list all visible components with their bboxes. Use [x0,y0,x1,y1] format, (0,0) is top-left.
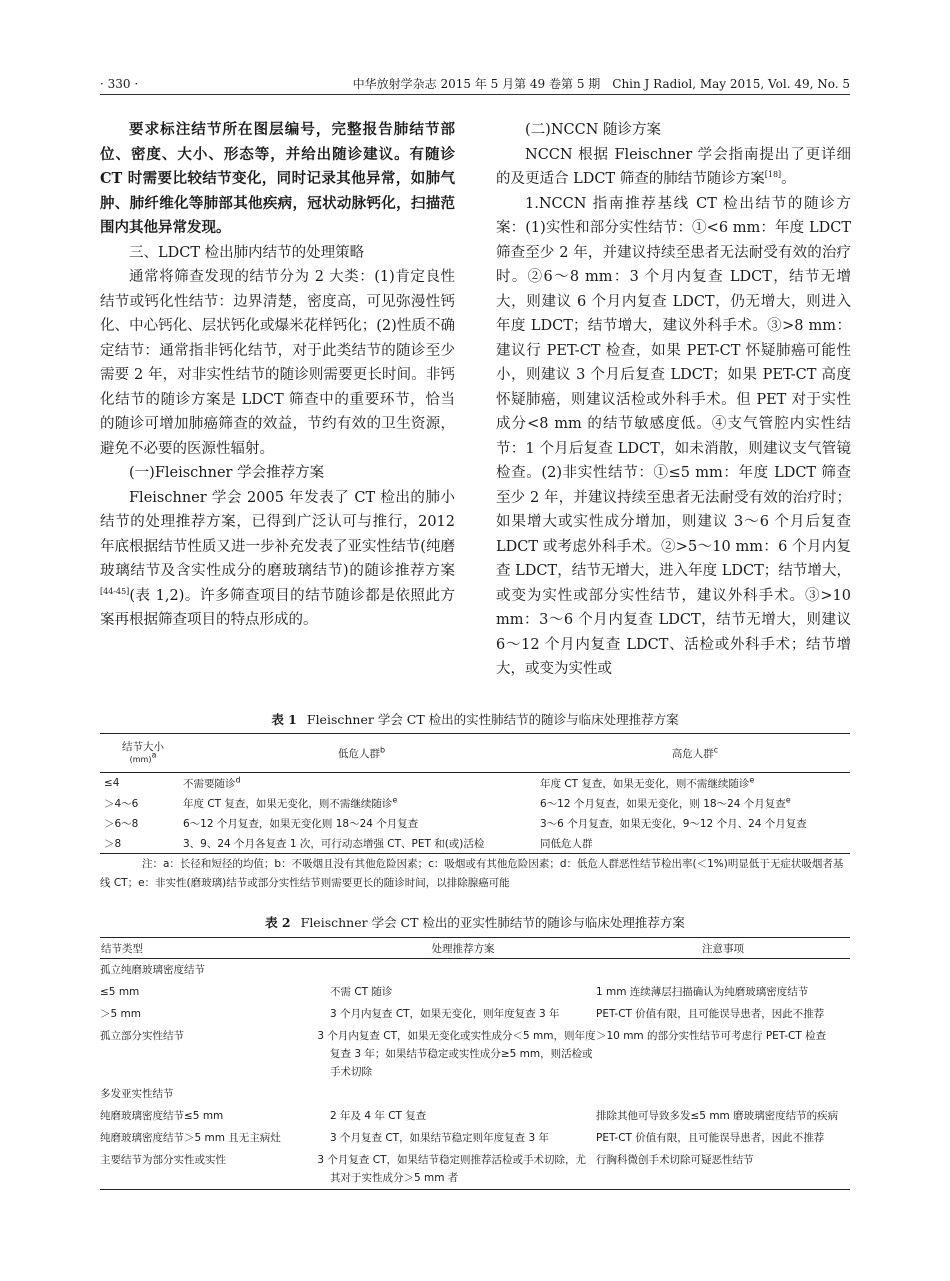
table-2-label: 表 2 [265,915,291,930]
note-cell: ＞10 mm 的部分实性结节可考虑行 PET-CT 检查 [596,1030,827,1042]
table-1-note: 注：a：长径和短径的均值；b：不吸烟且没有其他危险因素；c：吸烟或有其他危险因素；d：低危人群恶性结节检出率(＜1%)明显低于无症状吸烟者基线 CT；e：非实性(磨玻璃)结节或部分实性结节则需要更长的随诊时间，以排除腺癌可能 [100,858,844,889]
table-1-title: Fleischner 学会 CT 检出的实性肺结节的随诊与临床处理推荐方案 [306,712,679,727]
header-size-unit: (mm) [129,754,152,764]
plan-cell: 不需 CT 随诊 [330,986,393,998]
nodule-classification-paragraph: 通常将筛查发现的结节分为 2 大类：(1)肯定良性结节或钙化性结节：边界清楚，密度高，可见弥漫性钙化、中心钙化、层状钙化或爆米花样钙化；(2)性质不确定结节：通常指非钙化结节，对于此类结节的随诊至少需要 2 年，对非实性结节的随诊则需要更长时间。非钙化结节的随诊方案是 LDCT 筛查中的重要环节，恰当的随诊可增加肺癌筛查的效益，节约有效的卫生资源，避免不必要的医源性辐射。 [100,269,455,457]
high-risk-text: 6～12 个月复查，如果无变化，则 18～24 个月复查 [540,797,786,810]
nccn-protocol-paragraph: 1.NCCN 指南推荐基线 CT 检出结节的随诊方案：(1)实性和部分实性结节：①<6 mm：年度 LDCT 筛查至少 2 年，并建议持续至患者无法耐受有效的治疗时。②6～8 mm：3 个月内复查 LDCT，结节无增大，则建议 6 个月内复查 LDCT，仍无增大，则进入年度 LDCT；结节增大，建议外科手术。③>8 mm：建议行 PET-CT 检查，如果 PET-CT 怀疑肺癌可能性小，则建议 3 个月后复查 LDCT；如果 PET-CT 高度怀疑肺癌，则建议活检或外科手术。但 PET 对于实性成分<8 mm 的结节敏感度低。④支气管腔内实性结节：1 个月后复查 LDCT，如未消散，则建议支气管镜检查。(2)非实性结节：①≤5 mm：年度 LDCT 筛查至少 2 年，并建议持续至患者无法耐受有效的治疗时；如果增大或实性成分增加，则建议 3～6 个月后复查 LDCT 或考虑外科手术。②>5～10 mm：6 个月内复查 LDCT，结节无增大，进入年度 LDCT；结节增大，或变为实性或部分实性结节，建议外科手术。③>10 mm：3～6 个月内复查 LDCT，结节无增大，则建议 6～12 个月内复查 LDCT、活检或外科手术；结节增大，或变为实性或 [496,195,851,677]
table-1-label: 表 1 [271,712,297,727]
fleischner-text: Fleischner 学会 2005 年发表了 CT 检出的肺小结节的处理推荐方案，已得到广泛认可与推行，2012 年底根据结节性质又进一步补充发表了亚实性结节(纯磨玻璃结节及含实性成分的磨玻璃结节)的随诊推荐方案 [100,489,455,579]
low-risk-sup: e [392,795,398,804]
low-risk-cell [183,773,540,794]
nccn-intro-tail: 。 [781,171,796,187]
high-risk-sup: e [785,795,791,804]
high-risk-text: 同低危人群 [540,837,593,850]
type-cell: ≤5 mm [100,986,140,998]
note-cell: PET-CT 价值有限，且可能误导患者，因此不推荐 [596,1008,825,1020]
size-cell: ＞8 [104,837,122,850]
table-group-row [100,1083,850,1105]
group-solitary-ggn: 孤立纯磨玻璃密度结节 [100,964,205,976]
low-risk-cell [183,793,540,813]
high-risk-sup: e [749,775,755,784]
type-cell: 主要结节为部分实性或实性 [100,1154,226,1166]
table-1-header-size [100,734,183,773]
size-cell: ≤4 [104,777,120,789]
table-2-header-notes: 注意事项 [702,942,744,955]
high-risk-cell [540,773,850,794]
low-risk-text: 3、9、24 个月各复查 1 次，可行动态增强 CT、PET 和(或)活检 [183,837,485,850]
plan-cell: 3 个月复查 CT，如果结节稳定则年度复查 3 年 [330,1132,549,1144]
note-cell: 1 mm 连续薄层扫描确认为纯磨玻璃密度结节 [596,986,809,998]
note-cell: PET-CT 价值有限，且可能误导患者，因此不推荐 [596,1132,825,1144]
type-cell: ＞5 mm [100,1008,141,1020]
left-column [100,118,455,633]
high-risk-text: 年度 CT 复查，如果无变化，则不需继续随诊 [540,777,750,790]
fleischner-ref: [44-45] [100,586,130,596]
low-risk-text: 不需要随诊 [183,777,236,790]
table-2-caption [100,914,850,932]
high-risk-cell [540,813,850,833]
fleischner-tail: (表 1,2)。许多筛查项目的结节随诊都是依照此方案再根据筛查项目的特点形成的。 [100,587,455,628]
low-risk-cell [183,813,540,833]
table-group-row [100,959,850,982]
table-1 [100,733,850,854]
report-requirements-paragraph: 要求标注结节所在图层编号，完整报告肺结节部位、密度、大小、形态等，并给出随诊建议。有随诊 CT 时需要比较结节变化，同时记录其他异常，如肺气肿、肺纤维化等肺部其他疾病，冠状动脉钙化，扫描范围内其他异常发现。 [100,121,455,236]
table-row [100,833,850,854]
nccn-heading: (二)NCCN 随诊方案 [525,122,661,138]
table-1-header-low [183,734,540,773]
running-header [100,76,850,96]
low-risk-sup: d [235,775,241,784]
plan-cell: 3 个月内复查 CT，如果无变化，则年度复查 3 年 [330,1008,560,1020]
table-1-header-row [100,734,850,773]
table-row [100,773,850,794]
table-row [100,793,850,813]
header-low-sup: b [379,745,386,754]
nccn-intro-text: NCCN 根据 Fleischner 学会指南提出了更详细的及更适合 LDCT 筛查的肺结节随诊方案 [496,146,851,187]
table-2-header-row [100,938,850,959]
plan-cell: 2 年及 4 年 CT 复查 [330,1110,427,1122]
table-row [100,1149,850,1190]
header-size-sup: a [151,750,157,759]
high-risk-cell [540,833,850,854]
table-row [100,981,850,1003]
note-cell: 行胸科微创手术切除可疑恶性结节 [596,1154,754,1166]
low-risk-cell [183,833,540,854]
table-2 [100,937,850,1190]
high-risk-cell [540,793,850,813]
low-risk-text: 6～12 个月复查，如果无变化则 18～24 个月复查 [183,817,419,830]
table-row [100,813,850,833]
header-high-sup: c [713,745,719,754]
table-2-title: Fleischner 学会 CT 检出的亚实性肺结节的随诊与临床处理推荐方案 [300,915,685,930]
table-row [100,1105,850,1127]
size-cell: ＞4～6 [104,797,139,810]
nccn-ref: [18] [764,170,782,180]
section-3-heading: 三、LDCT 检出肺内结节的处理策略 [129,244,365,261]
plan-cell: 3 个月内复查 CT，如果无变化或实性成分＜5 mm，则年度复查 3 年；如果结节稳定或实性成分≥5 mm，则活检或手术切除 [317,1030,596,1078]
low-risk-text: 年度 CT 复查，如果无变化，则不需继续随诊 [183,797,393,810]
table-2-header-type: 结节类型 [101,942,143,955]
table-row [100,1025,850,1083]
table-2-header-plan: 处理推荐方案 [431,942,495,955]
table-1-header-high [540,734,850,773]
page-number: · 330 · [100,77,139,91]
nccn-intro-paragraph [496,143,851,192]
journal-citation: 中华放射学杂志 2015 年 5 月第 49 卷第 5 期 Chin J Radiol, May 2015, Vol. 49, No. 5 [352,77,850,91]
header-rule [100,94,850,95]
header-high-label: 高危人群 [671,747,714,760]
type-cell: 纯磨玻璃密度结节＞5 mm 且无主病灶 [100,1132,281,1144]
high-risk-text: 3～6 个月复查，如果无变化，9～12 个月、24 个月复查 [540,817,807,830]
note-cell: 排除其他可导致多发≤5 mm 磨玻璃密度结节的疾病 [596,1110,839,1122]
fleischner-paragraph [100,486,455,633]
type-cell: 孤立部分实性结节 [100,1030,184,1042]
fleischner-heading: (一)Fleischner 学会推荐方案 [129,465,325,481]
header-low-label: 低危人群 [337,747,380,760]
size-cell: ＞6～8 [104,817,139,830]
group-multiple-ssn: 多发亚实性结节 [100,1088,174,1100]
type-cell: 纯磨玻璃密度结节≤5 mm [100,1110,224,1122]
plan-cell: 3 个月复查 CT，如果结节稳定则推荐活检或手术切除，尤其对于实性成分＞5 mm 者 [317,1154,587,1184]
table-row [100,1127,850,1149]
table-1-caption [100,711,850,729]
right-column [496,118,851,682]
table-row [100,1003,850,1025]
header-size-label: 结节大小 [122,740,164,753]
